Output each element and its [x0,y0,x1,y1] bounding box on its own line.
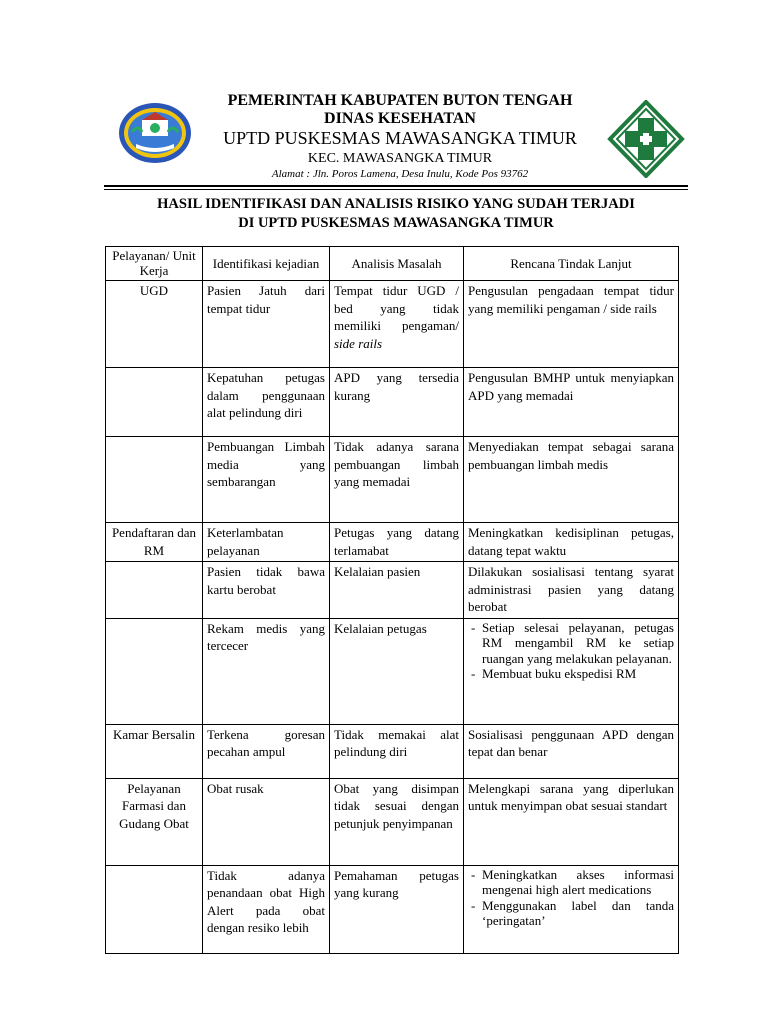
header-institution: UPTD PUSKESMAS MAWASANGKA TIMUR [223,128,577,148]
cell-identification: Tidak adanya penandaan obat High Alert pada obat dengan resiko lebih [203,865,330,953]
cell-identification: Rekam medis yang tercecer [203,618,330,724]
cell-analysis: Tidak adanya sarana pembuangan limbah yang memadai [330,437,464,523]
header-address: Alamat : Jln. Poros Lamena, Desa Inulu, Kode Pos 93762 [271,168,529,180]
cell-followup: Sosialisasi penggunaan APD dengan tepat dan benar [464,724,679,778]
followup-list [468,620,674,682]
table-row [106,618,679,724]
letterhead-rule-thick [104,185,688,187]
table-row [106,778,679,865]
table-row [106,724,679,778]
header-department: DINAS KESEHATAN [324,110,476,127]
cell-identification: Terkena goresan pecahan ampul [203,724,330,778]
cell-identification: Kepatuhan petugas dalam penggunaan alat pelindung diri [203,368,330,437]
cell-analysis [330,281,464,368]
cell-identification: Pembuangan Limbah media yang sembarangan [203,437,330,523]
followup-list [468,867,674,929]
col-header-analysis: Analisis Masalah [330,247,464,281]
puskesmas-logo [607,100,685,178]
cell-followup: Pengusulan BMHP untuk menyiapkan APD yang memadai [464,368,679,437]
document-title-line2: DI UPTD PUSKESMAS MAWASANGKA TIMUR [238,215,554,231]
header-government: PEMERINTAH KABUPATEN BUTON TENGAH [227,92,573,109]
cell-analysis-text: Tempat tidur UGD / bed yang tidak memiliki pengaman/ [334,283,459,333]
table-row [106,368,679,437]
cell-followup: Meningkatkan kedisiplinan petugas, datang tepat waktu [464,523,679,562]
col-header-unit: Pelayanan/ Unit Kerja [106,247,203,281]
header-district: KEC. MAWASANGKA TIMUR [307,151,493,166]
cell-followup: Menyediakan tempat sebagai sarana pembuangan limbah medis [464,437,679,523]
cell-unit [106,562,203,619]
cell-analysis: Pemahaman petugas yang kurang [330,865,464,953]
cell-followup [464,865,679,953]
cell-identification: Pasien Jatuh dari tempat tidur [203,281,330,368]
cell-analysis: APD yang tersedia kurang [330,368,464,437]
cell-unit: Pendaftaran dan RM [106,523,203,562]
col-header-followup: Rencana Tindak Lanjut [464,247,679,281]
cell-identification: Keterlambatan pelayanan [203,523,330,562]
cell-analysis: Kelalaian petugas [330,618,464,724]
letterhead [0,0,768,190]
cell-analysis: Petugas yang datang terlamabat [330,523,464,562]
document-title-line1: HASIL IDENTIFIKASI DAN ANALISIS RISIKO YANG SUDAH TERJADI [157,196,635,212]
cell-unit [106,368,203,437]
cell-unit [106,618,203,724]
cell-followup [464,618,679,724]
table-row [106,562,679,619]
cell-identification: Pasien tidak bawa kartu berobat [203,562,330,619]
cell-followup: Melengkapi sarana yang diperlukan untuk menyimpan obat sesuai standart [464,778,679,865]
cell-followup: Pengusulan pengadaan tempat tidur yang memiliki pengaman / side rails [464,281,679,368]
cell-unit: Kamar Bersalin [106,724,203,778]
table-row [106,281,679,368]
risk-table [105,246,679,954]
cell-unit [106,437,203,523]
table-row [106,437,679,523]
table-header-row [106,247,679,281]
table-row [106,523,679,562]
cell-analysis: Kelalaian pasien [330,562,464,619]
cell-followup: Dilakukan sosialisasi tentang syarat administrasi pasien yang datang berobat [464,562,679,619]
cell-analysis-italic: side rails [334,335,383,351]
list-item: - Setiap selesai pelayanan, petugas RM mengambil RM ke setiap ruangan yang melakukan pelayanan. [468,620,674,667]
col-header-identification: Identifikasi kejadian [203,247,330,281]
cell-analysis: Obat yang disimpan tidak sesuai dengan petunjuk penyimpanan [330,778,464,865]
cell-unit: Pelayanan Farmasi dan Gudang Obat [106,778,203,865]
table-row [106,865,679,953]
cell-analysis: Tidak memakai alat pelindung diri [330,724,464,778]
list-item: - Menggunakan label dan tanda ‘peringatan’ [468,898,674,929]
cell-identification: Obat rusak [203,778,330,865]
cell-unit [106,865,203,953]
list-item: - Meningkatkan akses informasi mengenai high alert medications [468,867,674,898]
list-item: - Membuat buku ekspedisi RM [468,666,674,682]
letterhead-rule-thin [104,189,688,190]
cell-unit: UGD [106,281,203,368]
regency-crest-logo [118,102,192,164]
